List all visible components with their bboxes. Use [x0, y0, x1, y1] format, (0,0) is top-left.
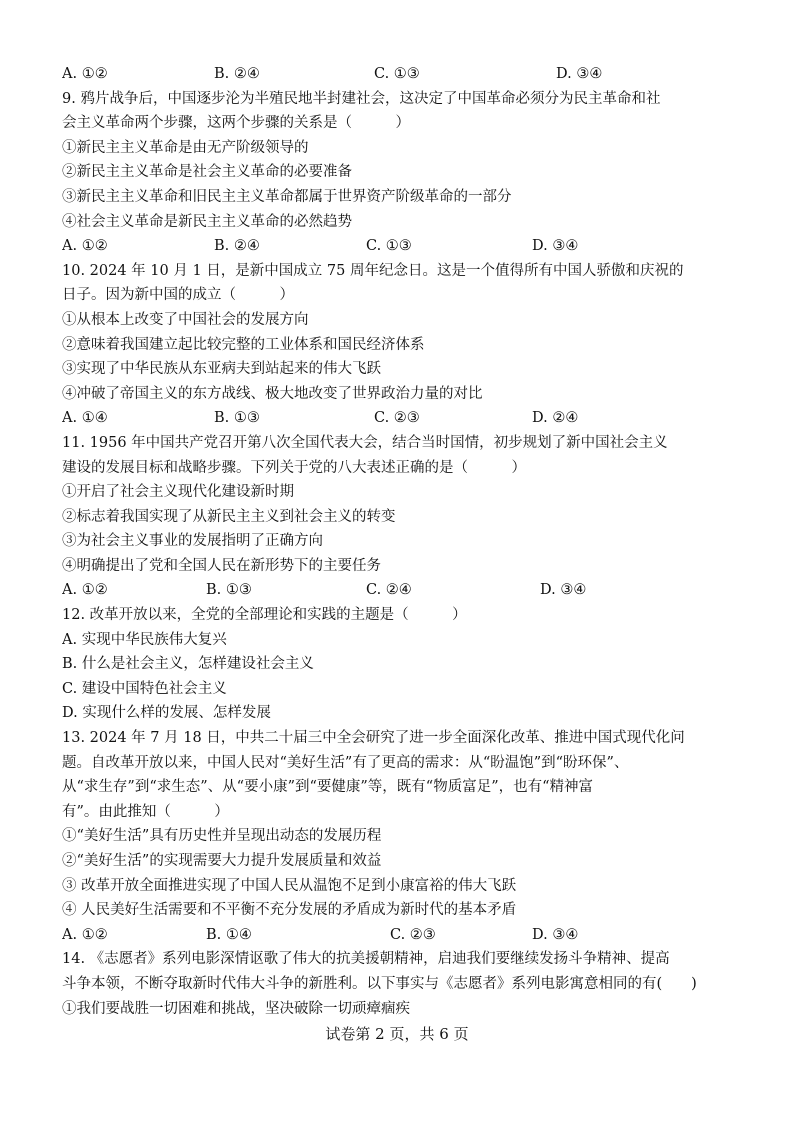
- option-c: C. ②③: [374, 410, 420, 427]
- statement: ③ 改革开放全面推进实现了中国人民从温饱不足到小康富裕的伟大飞跃: [62, 877, 517, 894]
- question-text: 斗争本领，不断夺取新时代伟大斗争的新胜利。以下事实与《志愿者》系列电影寓意相同的有( ): [62, 975, 697, 992]
- options-row: [62, 578, 732, 603]
- option-b: B. ①③: [206, 582, 252, 599]
- statement: ①从根本上改变了中国社会的发展方向: [62, 311, 309, 328]
- option-b: B. ①④: [206, 926, 252, 943]
- statement: ③实现了中华民族从东亚病夫到站起来的伟大飞跃: [62, 361, 381, 378]
- statement: ①开启了社会主义现代化建设新时期: [62, 484, 294, 501]
- option-d: D. ③④: [532, 926, 579, 943]
- exam-page: [62, 62, 732, 1021]
- question-text: 11. 1956 年中国共产党召开第八次全国代表大会，结合当时国情，初步规划了新中国社会主义: [62, 434, 668, 451]
- page-footer: 试卷第 2 页，共 6 页: [325, 1025, 469, 1043]
- statement: ③新民主主义革命和旧民主主义革命都属于世界资产阶级革命的一部分: [62, 188, 512, 205]
- question-text: 题。自改革开放以来，中国人民对“美好生活”有了更高的需求：从“盼温饱”到“盼环保”、: [62, 754, 629, 771]
- statement: ③为社会主义事业的发展指明了正确方向: [62, 533, 323, 550]
- question-text: 9. 鸦片战争后，中国逐步沦为半殖民地半封建社会，这决定了中国革命必须分为民主革命和社: [62, 90, 661, 107]
- question-text: 13. 2024 年 7 月 18 日，中共二十届三中全会研究了进一步全面深化改革、推进中国式现代化问: [62, 730, 685, 747]
- question-text: 10. 2024 年 10 月 1 日，是新中国成立 75 周年纪念日。这是一个值得所有中国人骄傲和庆祝的: [62, 262, 684, 279]
- option-a: A. ①②: [62, 582, 108, 599]
- option-c: C. ②④: [366, 582, 412, 599]
- option-c: C. ①③: [374, 66, 420, 82]
- statement: ④明确提出了党和全国人民在新形势下的主要任务: [62, 557, 381, 574]
- option-c: C. ②③: [390, 926, 436, 943]
- option-d: D. 实现什么样的发展、怎样发展: [62, 705, 271, 722]
- question-text: 14. 《志愿者》系列电影深情讴歌了伟大的抗美援朝精神，启迪我们要继续发扬斗争精神、提高: [62, 951, 670, 968]
- option-a: A. ①②: [62, 238, 108, 255]
- options-row: [62, 62, 732, 87]
- option-b: B. ②④: [214, 238, 260, 255]
- option-d: D. ③④: [540, 582, 587, 599]
- statement: ①新民主主义革命是由无产阶级领导的: [62, 139, 309, 156]
- question-text: 有”。由此推知（ ）: [62, 803, 229, 820]
- statement: ④冲破了帝国主义的东方战线、极大地改变了世界政治力量的对比: [62, 385, 483, 402]
- option-a: A. ①②: [62, 66, 108, 82]
- option-b: B. ①③: [214, 410, 260, 427]
- statement: ②新民主主义革命是社会主义革命的必要准备: [62, 164, 352, 181]
- option-a: A. 实现中华民族伟大复兴: [62, 631, 227, 648]
- options-row: [62, 234, 732, 259]
- question-text: 建设的发展目标和战略步骤。下列关于党的八大表述正确的是（ ）: [62, 459, 526, 476]
- option-a: A. ①④: [62, 410, 108, 427]
- statement: ①我们要战胜一切困难和挑战，坚决破除一切顽瘴痼疾: [62, 1000, 410, 1017]
- statement: ②意味着我国建立起比较完整的工业体系和国民经济体系: [62, 336, 425, 353]
- option-b: B. 什么是社会主义，怎样建设社会主义: [62, 656, 314, 673]
- option-d: D. ③④: [532, 238, 579, 255]
- option-b: B. ②④: [214, 66, 260, 82]
- options-row: [62, 406, 732, 431]
- question-text: 12. 改革开放以来，全党的全部理论和实践的主题是（ ）: [62, 607, 467, 624]
- option-c: C. ①③: [366, 238, 412, 255]
- question-text: 日子。因为新中国的成立（ ）: [62, 287, 294, 304]
- question-text: 从“求生存”到“求生态”、从“要小康”到“要健康”等，既有“物质富足”，也有“精神富: [62, 779, 594, 796]
- statement: ①“美好生活”具有历史性并呈现出动态的发展历程: [62, 828, 382, 845]
- question-text: 会主义革命两个步骤，这两个步骤的关系是（ ）: [62, 115, 410, 132]
- statement: ④社会主义革命是新民主主义革命的必然趋势: [62, 213, 352, 230]
- option-c: C. 建设中国特色社会主义: [62, 680, 227, 697]
- option-d: D. ③④: [556, 66, 603, 82]
- statement: ②标志着我国实现了从新民主主义到社会主义的转变: [62, 508, 396, 525]
- option-a: A. ①②: [62, 926, 108, 943]
- statement: ②“美好生活”的实现需要大力提升发展质量和效益: [62, 853, 382, 869]
- option-d: D. ②④: [532, 410, 579, 427]
- options-row: [62, 923, 732, 948]
- statement: ④ 人民美好生活需要和不平衡不充分发展的矛盾成为新时代的基本矛盾: [62, 902, 517, 919]
